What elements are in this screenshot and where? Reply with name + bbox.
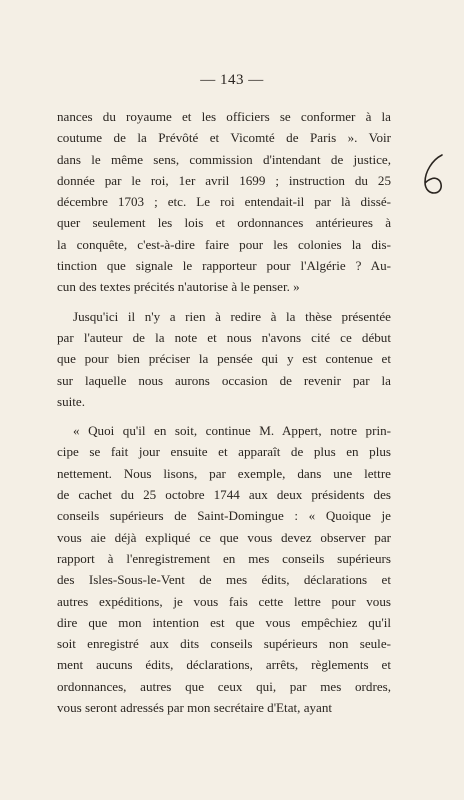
text-line: conseils supérieurs de Saint-Domingue : « Quoique je <box>57 508 391 524</box>
text-line: autres expéditions, je vous fais cette lettre pour vous <box>57 593 391 609</box>
text-line: vous aie déjà expliqué ce que vous devez observer par <box>57 529 391 545</box>
paragraph <box>57 420 391 718</box>
text-line: nances du royaume et les officiers se conformer à la <box>57 109 391 124</box>
text-line: sur laquelle nous aurons occasion de revenir par la <box>57 372 391 388</box>
text-line: donnée par le roi, 1er avril 1699 ; instruction du 25 <box>57 172 391 188</box>
text-line: coutume de la Prévôté et Vicomté de Paris ». Voir <box>57 130 391 146</box>
text-line: cipe se fait jour ensuite et apparaît de plus en plus <box>57 444 391 460</box>
text-line: quer seulement les lois et ordonnances antérieures à <box>57 215 391 231</box>
text-line: nettement. Nous lisons, par exemple, dans une lettre <box>57 465 391 481</box>
text-line: des Isles-Sous-le-Vent de mes édits, déclarations et <box>57 572 391 588</box>
text-line: ment aucuns édits, déclarations, arrêts, règlements et <box>57 657 391 673</box>
text-line: soit enregistré aux dits conseils supérieurs non seule- <box>57 636 391 652</box>
body-text <box>57 106 391 718</box>
text-line: tinction que signale le rapporteur pour l'Algérie ? Au- <box>57 258 391 274</box>
text-line: la conquête, c'est-à-dire faire pour les colonies la dis- <box>57 236 391 252</box>
text-line: rapport à l'enregistrement en mes conseils supérieurs <box>57 550 391 566</box>
paragraph <box>57 306 391 412</box>
paragraph-gap <box>57 412 391 420</box>
text-line: « Quoi qu'il en soit, continue M. Appert, notre prin- <box>73 423 391 439</box>
paragraph-gap <box>57 298 391 306</box>
text-line: suite. <box>57 393 86 409</box>
text-line: que pour bien préciser la pensée qui y est contenue et <box>57 351 391 367</box>
text-line: de cachet du 25 octobre 1744 aux deux présidents des <box>57 487 391 503</box>
paragraph <box>57 106 391 298</box>
text-line: dans le même sens, commission d'intendant de justice, <box>57 151 391 167</box>
text-line: Jusqu'ici il n'y a rien à redire à la thèse présentée <box>73 308 391 324</box>
handwritten-annotation <box>420 152 448 196</box>
text-line: par l'auteur de la note et nous n'avons cité ce début <box>57 329 391 345</box>
text-line: vous seront adressés par mon secrétaire d'Etat, ayant <box>57 700 333 716</box>
text-line: décembre 1703 ; etc. Le roi entendait-il par là dissé- <box>57 194 391 210</box>
text-line: cun des textes précités n'autorise à le penser. » <box>57 279 300 295</box>
text-line: dire que mon intention est que vous empêchiez qu'il <box>57 614 391 630</box>
page-number: — 143 — <box>200 72 264 88</box>
text-line: ordonnances, autres que ceux qui, par mes ordres, <box>57 678 391 694</box>
